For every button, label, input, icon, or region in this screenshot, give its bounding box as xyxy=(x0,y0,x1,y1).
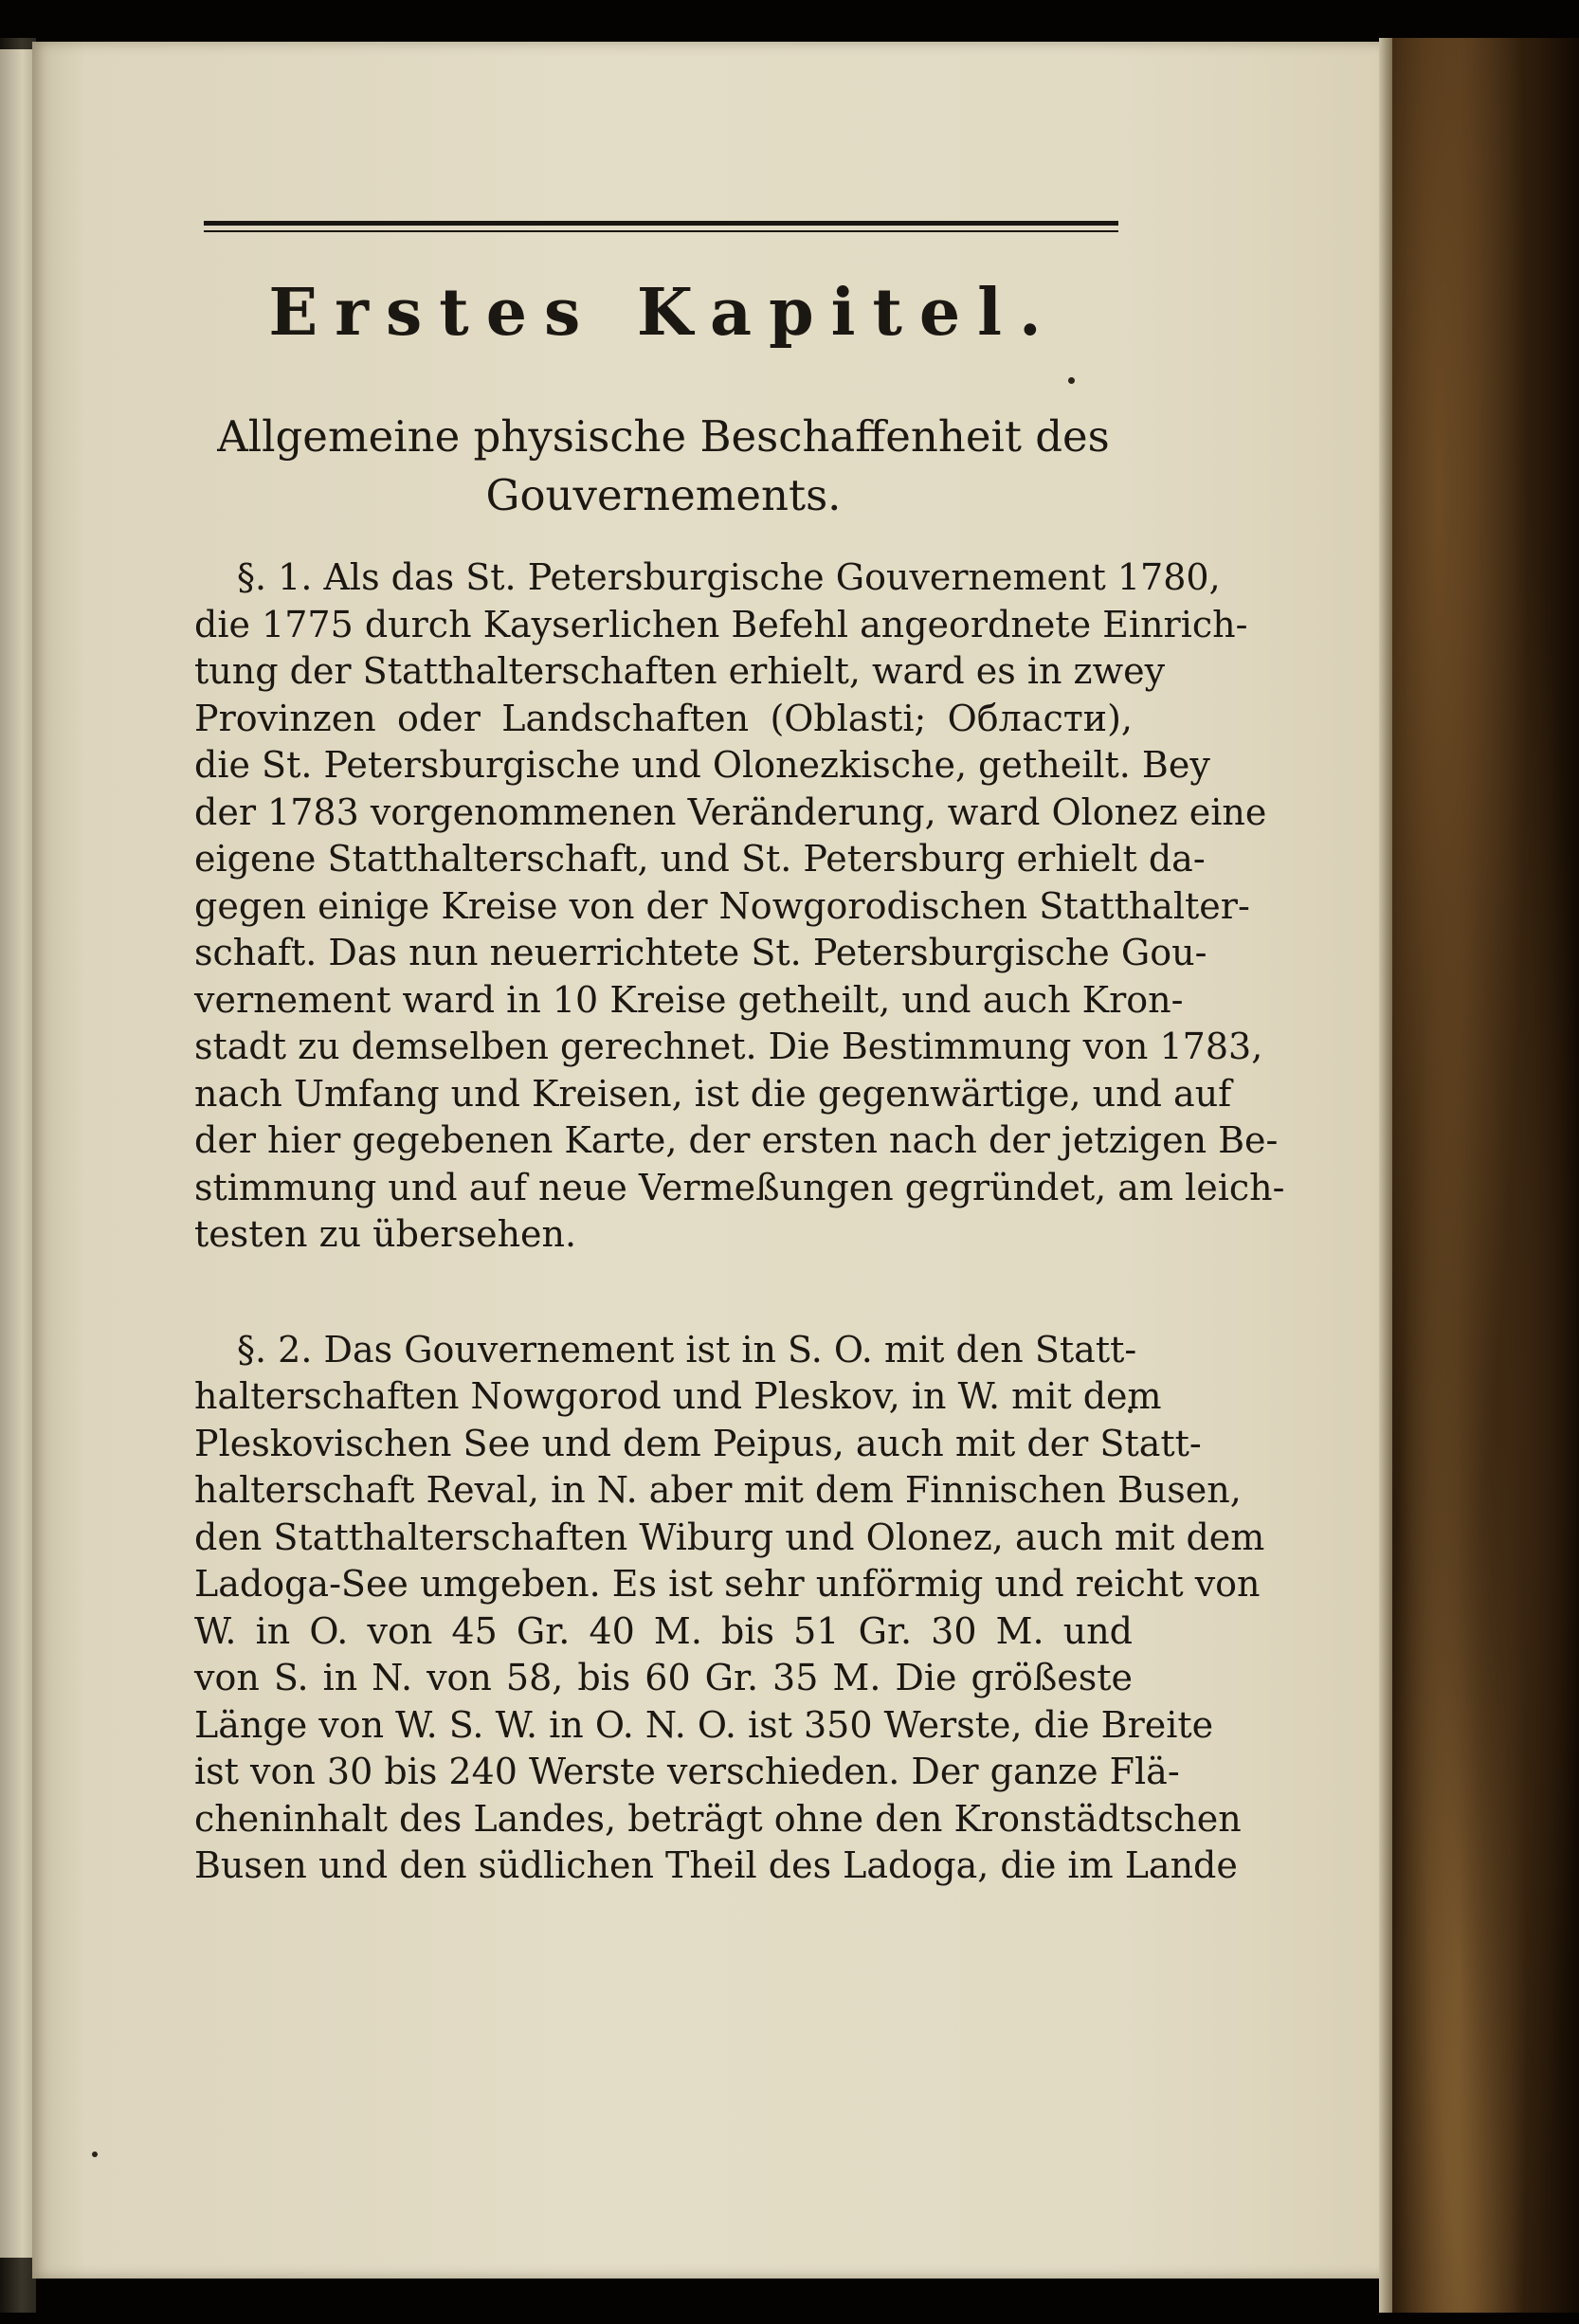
text-line: Busen und den südlichen Theil des Ladoga, die im Lande xyxy=(194,1844,1238,1886)
text-line: vernement ward in 10 Kreise getheilt, und auch Kron- xyxy=(194,978,1184,1021)
text-line: von S. in N. von 58, bis 60 Gr. 35 M. Die größeste xyxy=(194,1657,1133,1698)
text-line: §. 1. Als das St. Petersburgische Gouvernement 1780, xyxy=(237,556,1221,598)
text-line: der hier gegebenen Karte, der ersten nach der jetzigen Be- xyxy=(194,1119,1279,1161)
text-line: die 1775 durch Kayserlichen Befehl angeordnete Einrich- xyxy=(194,603,1248,645)
text-line: halterschaften Nowgorod und Pleskov, in W. mit dem xyxy=(194,1375,1162,1417)
text-line: ist von 30 bis 240 Werste verschieden. Der ganze Flä- xyxy=(194,1751,1180,1792)
previous-page-edge xyxy=(0,49,32,2258)
text-line: stadt zu demselben gerechnet. Die Bestimmung von 1783, xyxy=(194,1026,1263,1067)
text-line: halterschaft Reval, in N. aber mit dem Finnischen Busen, xyxy=(194,1469,1242,1511)
text-line: eigene Statthalterschaft, und St. Petersburg erhielt da- xyxy=(194,838,1206,880)
text-line: Länge von W. S. W. in O. N. O. ist 350 Werste, die Breite xyxy=(194,1703,1214,1746)
text-line: stimmung und auf neue Vermeßungen gegründet, am leich- xyxy=(194,1166,1285,1208)
text-line: gegen einige Kreise von der Nowgorodischen Statthalter- xyxy=(194,884,1250,927)
text-line: testen zu übersehen. xyxy=(194,1213,577,1255)
subtitle-line: Gouvernements. xyxy=(485,470,842,520)
text-line: die St. Petersburgische und Olonezkische, getheilt. Bey xyxy=(194,744,1210,786)
header-rule-thick xyxy=(204,221,1118,226)
cover-edge xyxy=(1379,38,1392,2313)
text-line: Ladoga-See umgeben. Es ist sehr unförmig und reicht von xyxy=(194,1563,1261,1605)
ink-speck xyxy=(1068,377,1075,384)
paragraph-2 xyxy=(194,1327,1265,1890)
text-line: den Statthalterschaften Wiburg und Olonez, auch mit dem xyxy=(194,1516,1265,1558)
text-line: Provinzen oder Landschaften (Oblasti; Области), xyxy=(194,697,1133,739)
body-text xyxy=(194,554,1285,1890)
text-line: nach Umfang und Kreisen, ist die gegenwärtige, und auf xyxy=(194,1072,1232,1115)
marbled-cover xyxy=(1379,38,1579,2313)
text-line: schaft. Das nun neuerrichtete St. Petersburgische Gou- xyxy=(194,932,1207,973)
text-line: cheninhalt des Landes, beträgt ohne den Kronstädtschen xyxy=(194,1797,1242,1840)
chapter-subtitle xyxy=(194,408,1133,525)
text-line: W. in O. von 45 Gr. 40 M. bis 51 Gr. 30 M. und xyxy=(194,1609,1133,1652)
text-line: tung der Statthalterschaften erhielt, ward es in zwey xyxy=(194,650,1166,692)
text-line: der 1783 vorgenommenen Veränderung, ward Olonez eine xyxy=(194,790,1267,833)
text-line: §. 2. Das Gouvernement ist in S. O. mit den Statt- xyxy=(237,1328,1137,1371)
paragraph-1 xyxy=(194,554,1285,1259)
ink-speck xyxy=(92,2152,98,2157)
paragraph-gap xyxy=(194,1259,1133,1327)
chapter-title: Erstes Kapitel. xyxy=(268,275,1059,351)
subtitle-line: Allgemeine physische Beschaffenheit des xyxy=(217,411,1110,462)
header-rule-thin xyxy=(204,230,1118,232)
text-line: Pleskovischen See und dem Peipus, auch mit der Statt- xyxy=(194,1422,1202,1464)
